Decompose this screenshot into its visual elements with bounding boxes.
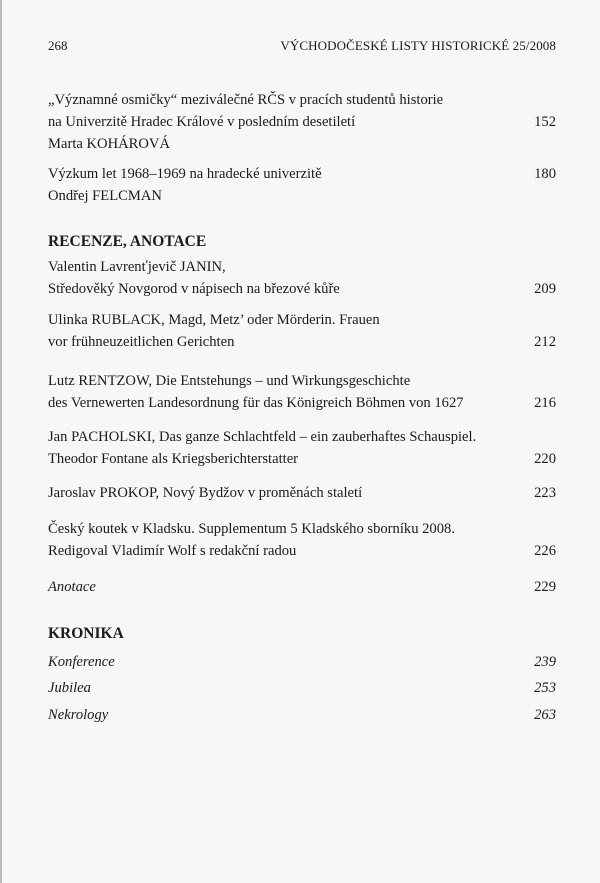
entry-line: „Významné osmičky“ meziválečné RČS v pracích studentů historie: [48, 92, 444, 108]
entry-line: Středověký Novgorod v nápisech na březové kůře: [48, 281, 340, 297]
toc-entry: [48, 482, 556, 504]
toc-entry: [48, 89, 556, 155]
entry-line: Theodor Fontane als Kriegsberichterstatter: [48, 451, 299, 467]
entry-line: Český koutek v Kladsku. Supplementum 5 Kladského sborníku 2008.: [48, 521, 455, 537]
scan-edge: [0, 0, 2, 883]
section-heading-kronika: KRONIKA: [48, 625, 124, 642]
entry-page: 216: [534, 395, 556, 411]
entry-line: vor frühneuzeitlichen Gerichten: [48, 334, 235, 350]
kronika-list: [48, 651, 556, 726]
entry-line: Jubilea: [48, 680, 91, 696]
toc-entry: [48, 426, 556, 470]
section-heading-recenze: RECENZE, ANOTACE: [48, 233, 207, 250]
entry-author: Ondřej FELCMAN: [48, 188, 162, 204]
entry-line: Anotace: [48, 579, 96, 595]
entry-line: Lutz RENTZOW, Die Entstehungs – und Wirkungsgeschichte: [48, 373, 411, 389]
entry-line: Výzkum let 1968–1969 na hradecké univerzitě: [48, 166, 322, 182]
entry-line: Nekrology: [48, 707, 109, 723]
toc-entry: [48, 309, 556, 353]
entry-page: 226: [534, 543, 556, 559]
entry-author: Marta KOHÁROVÁ: [48, 136, 171, 152]
entry-page: 180: [534, 166, 556, 182]
entry-page: 253: [534, 680, 556, 696]
entry-line: Konference: [48, 654, 115, 670]
entry-page: 220: [534, 451, 556, 467]
page-number: 268: [48, 38, 68, 53]
running-header: VÝCHODOČESKÉ LISTY HISTORICKÉ 25/2008: [280, 38, 556, 53]
toc-entry: [48, 370, 556, 414]
entry-line: Jaroslav PROKOP, Nový Bydžov v proměnách staletí: [48, 485, 363, 501]
toc-entry: [48, 256, 556, 300]
toc-entry: [48, 163, 556, 207]
entry-line: Redigoval Vladimír Wolf s redakční radou: [48, 543, 297, 559]
entry-page: 212: [534, 334, 556, 350]
entry-page: 209: [534, 281, 556, 297]
entry-page: 223: [534, 485, 556, 501]
entry-line: Ulinka RUBLACK, Magd, Metz’ oder Mörderin. Frauen: [48, 312, 380, 328]
entry-page: 152: [534, 114, 556, 130]
entry-line: na Univerzitě Hradec Králové v posledním desetiletí: [48, 114, 356, 130]
entry-line: des Vernewerten Landesordnung für das Königreich Böhmen von 1627: [48, 395, 464, 411]
entry-page: 239: [534, 654, 556, 670]
toc-entry: [48, 576, 556, 598]
entry-page: 263: [534, 707, 556, 723]
entry-line: Valentin Lavrenťjevič JANIN,: [48, 259, 226, 275]
entry-line: Jan PACHOLSKI, Das ganze Schlachtfeld – ein zauberhaftes Schauspiel.: [48, 429, 477, 445]
entry-page: 229: [534, 579, 556, 595]
toc-entry: [48, 518, 556, 562]
